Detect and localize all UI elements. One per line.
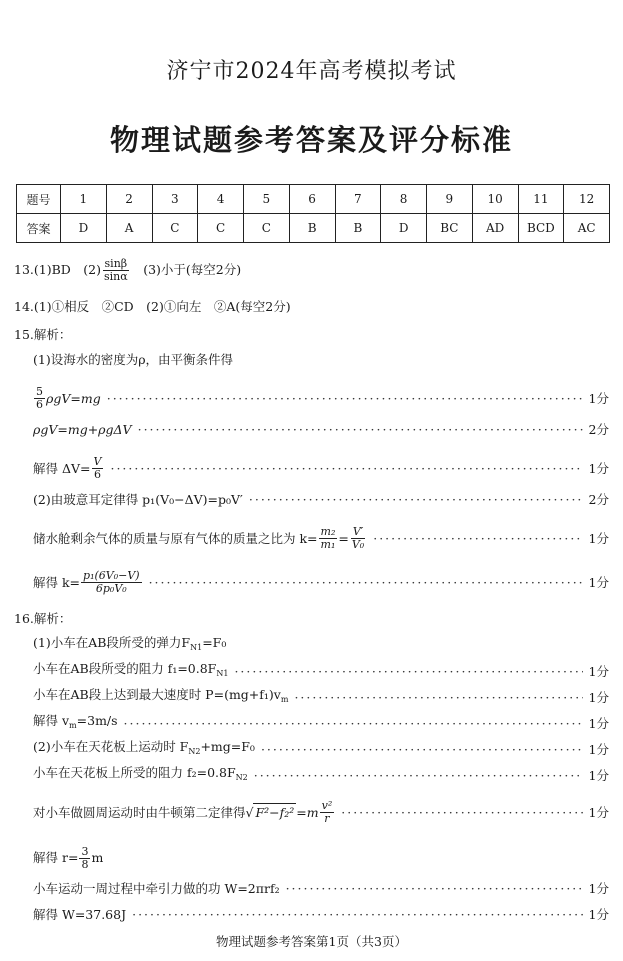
answer-cell: AD: [472, 214, 518, 243]
score: 1分: [588, 741, 609, 757]
question-number-cell: 12: [564, 185, 610, 214]
page-footer: 物理试题参考答案第1页（共3页）: [216, 934, 407, 949]
q16-line5: (2)小车在天花板上运动时 $F_{N2}+mg=F_0$ ····· 1分: [33, 738, 609, 761]
leader-dots: [294, 689, 582, 707]
score: 1分: [588, 767, 609, 783]
question-number-cell: 8: [381, 185, 427, 214]
leader-dots: [373, 530, 582, 548]
question-number-cell: 10: [472, 185, 518, 214]
q16-line8: 解得 r= $\frac{3}{8}$ m: [33, 845, 104, 871]
answer-cell: C: [198, 214, 244, 243]
score: 1分: [588, 663, 609, 679]
q15-eq4: (2)由玻意耳定律得 p₁(V₀−ΔV)=p₀V′ ····· 2分: [33, 491, 609, 509]
row-label-answer: 答案: [17, 214, 61, 243]
question-number-cell: 5: [244, 185, 290, 214]
score: 1分: [588, 881, 609, 896]
row-label-question: 题号: [17, 185, 61, 214]
score: 1分: [588, 715, 609, 731]
answer-cell: C: [244, 214, 290, 243]
q16-line1: (1)小车在AB段所受的弹力$F_{N1}=F_0$: [33, 635, 227, 652]
leader-dots: [234, 663, 582, 681]
leader-dots: [132, 906, 582, 924]
q16-line6: 小车在天花板上所受的阻力 $f_2=0.8F_{N2}$ ····· 1分: [33, 764, 609, 787]
leader-dots: [107, 390, 583, 408]
q16-line2: 小车在AB段所受的阻力 $f_1=0.8F_{N1}$ ····· 1分: [33, 660, 609, 683]
leader-dots: [124, 715, 583, 733]
leader-dots: [254, 767, 583, 785]
score: 1分: [588, 689, 609, 705]
leader-dots: [110, 460, 582, 478]
answer-cell: C: [152, 214, 198, 243]
q15-heading: 15.解析：: [14, 327, 72, 342]
question-number-row: [17, 185, 610, 214]
q16-heading: 16.解析：: [14, 611, 72, 626]
question-number-cell: 6: [289, 185, 335, 214]
q16-line7: 对小车做圆周运动时由牛顿第二定律得 √ F²−f₂² =m $\frac{\text{v²}}{r}$ ····· 1分: [33, 800, 609, 825]
question-number-cell: 7: [335, 185, 381, 214]
q15-eq2: ρgV=mg+ρgΔV ····· 2分: [33, 421, 609, 439]
leader-dots: [249, 491, 583, 509]
answer-row: [17, 214, 610, 243]
answer-cell: B: [335, 214, 381, 243]
exam-title: 济宁市2024年高考模拟考试: [166, 59, 457, 84]
q15-eq3: 解得 ΔV= $\frac{V}{6}$ ····· 1分: [33, 456, 609, 481]
q16-line4: 解得 $v_m=3m/s$ ····· 1分: [33, 712, 609, 735]
leader-dots: [261, 741, 583, 759]
question-number-cell: 4: [198, 185, 244, 214]
question-number-cell: 11: [518, 185, 564, 214]
score: 1分: [588, 574, 609, 590]
q16-line10: 解得 W=37.68J ····· 1分: [33, 906, 609, 924]
leader-dots: [286, 880, 583, 898]
q13-answer: 13.(1)BD (2) $\frac{\sin\beta}{\sin\alpha}$ (3)小于(每空2分): [14, 257, 242, 283]
score: 1分: [588, 907, 609, 922]
question-number-cell: 1: [61, 185, 107, 214]
q15-eq5: 储水舱剩余气体的质量与原有气体的质量之比为 k= $\frac{\text{m₂}}{\text{m₁}}$ = $\frac{V'}{\text{V₀}}$ ····· 1分: [33, 526, 609, 551]
score: 1分: [588, 804, 609, 820]
q15-intro: (1)设海水的密度为ρ，由平衡条件得: [33, 352, 234, 367]
answer-cell: BCD: [518, 214, 564, 243]
answer-cell: A: [106, 214, 152, 243]
leader-dots: [149, 574, 583, 592]
q13-fraction: $\frac{\sin\beta}{\sin\alpha}$: [104, 257, 128, 283]
score: 1分: [588, 530, 609, 546]
answer-cell: BC: [427, 214, 473, 243]
question-number-cell: 9: [427, 185, 473, 214]
answer-cell: AC: [564, 214, 610, 243]
q14-answer: 14.(1)①相反 ②CD (2)①向左 ②A(每空2分): [14, 299, 291, 314]
document-title: 物理试题参考答案及评分标准: [109, 123, 513, 157]
score: 2分: [588, 422, 609, 437]
score: 1分: [588, 390, 609, 406]
q16-line3: 小车在AB段上达到最大速度时 $P=(mg+f_1)v_m$ ····· 1分: [33, 686, 609, 709]
score: 2分: [588, 492, 609, 507]
answer-table: [16, 184, 610, 243]
q15-eq1: $\frac{5}{6}$ ρgV=mg ····· 1分: [33, 386, 609, 411]
answer-cell: D: [381, 214, 427, 243]
question-number-cell: 3: [152, 185, 198, 214]
question-number-cell: 2: [106, 185, 152, 214]
score: 1分: [588, 460, 609, 476]
leader-dots: [138, 421, 583, 439]
q16-line9: 小车运动一周过程中牵引力做的功 W=2πrf₂ ····· 1分: [33, 880, 609, 898]
leader-dots: [341, 804, 582, 822]
answer-cell: D: [61, 214, 107, 243]
answer-cell: B: [289, 214, 335, 243]
q15-eq6: 解得 k= $\frac{\text{p₁(6V₀−V)}}{\text{6p₀V₀}}$ ····· 1分: [33, 570, 609, 595]
